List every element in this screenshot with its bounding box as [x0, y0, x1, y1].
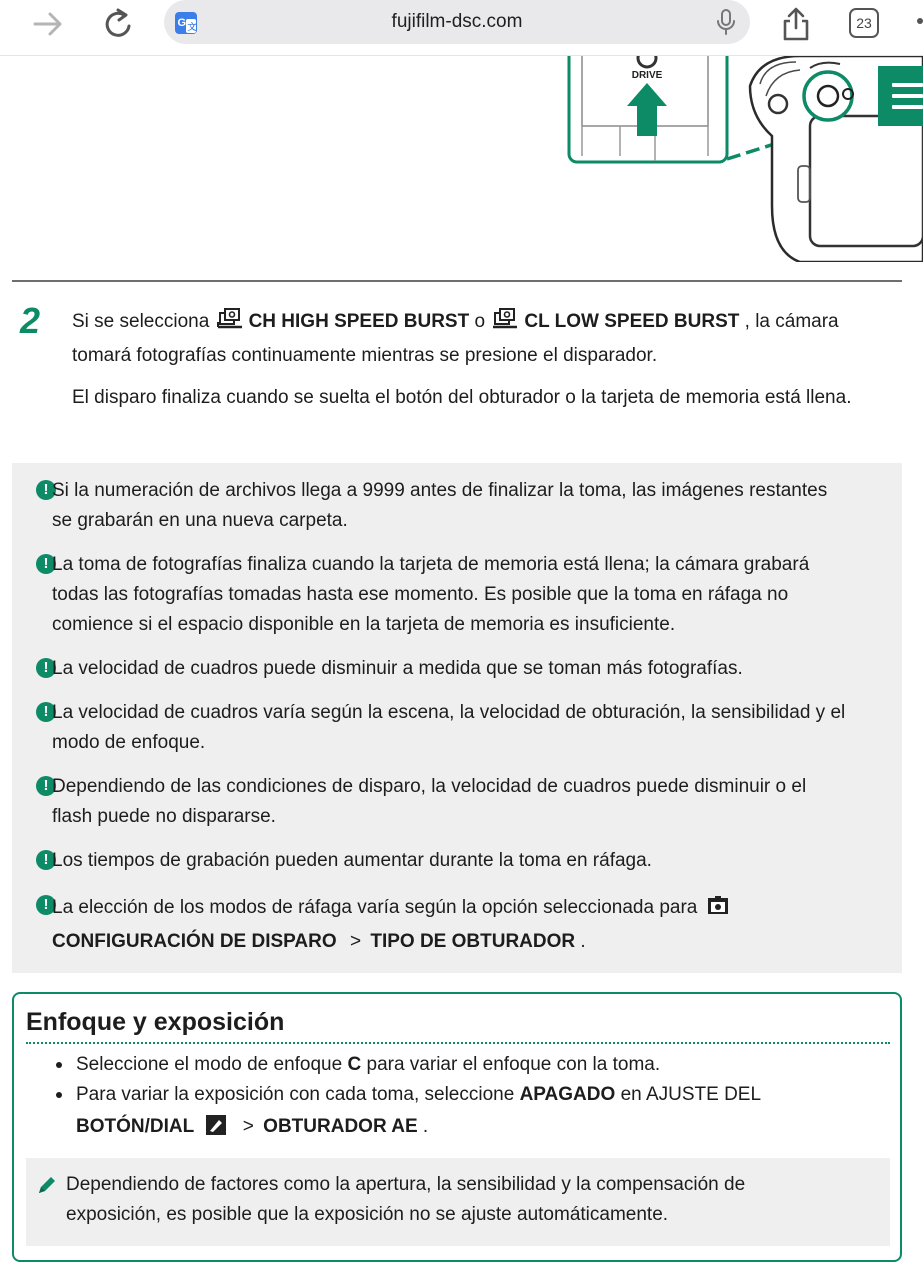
menu-separator: > — [242, 1116, 254, 1137]
drive-label: DRIVE — [631, 70, 663, 81]
menu-shutter-type[interactable]: TIPO DE OBTURADOR — [370, 931, 576, 952]
note-line: Dependiendo de factores como la apertura, la sensibilidad y la compensación de — [66, 1174, 746, 1195]
caution-text: todas las fotografías tomadas hasta ese momento. Es posible que la toma en ráfaga no — [52, 584, 789, 605]
caution-item — [52, 654, 902, 684]
svg-text:G: G — [177, 17, 187, 29]
more-icon[interactable] — [917, 18, 923, 24]
caution-item — [52, 891, 902, 959]
caution-text: La velocidad de cuadros puede disminuir a medida que se toman más fotografías. — [52, 658, 743, 679]
title-divider — [26, 1042, 890, 1044]
bullet-icon — [56, 1092, 62, 1098]
ch-burst-icon — [217, 308, 243, 330]
off-option: APAGADO — [519, 1084, 616, 1105]
caution-text: se grabarán en una nueva carpeta. — [52, 510, 348, 531]
list-text: Seleccione el modo de enfoque — [76, 1054, 343, 1075]
forward-arrow-icon[interactable] — [26, 4, 70, 44]
step-number: 2 — [20, 300, 41, 341]
caution-text: La elección de los modos de ráfaga varía según la opción seleccionada para — [52, 897, 698, 918]
tab-count-label: 23 — [856, 15, 872, 31]
camera-illustration — [560, 56, 923, 262]
caution-item — [52, 550, 902, 640]
or-word: o — [474, 311, 486, 332]
step-text-line-3: El disparo finaliza cuando se suelta el botón del obturador o la tarjeta de memoria está llena. — [72, 387, 852, 408]
caution-text: modo de enfoque. — [52, 732, 206, 753]
list-text: Para variar la exposición con cada toma, seleccione — [76, 1084, 515, 1105]
menu-shutter-ae[interactable]: OBTURADOR AE — [263, 1116, 418, 1137]
microphone-icon[interactable] — [716, 9, 736, 40]
browser-toolbar — [0, 0, 923, 56]
caution-text: La velocidad de cuadros varía según la escena, la velocidad de obturación, la sensibilidad y el — [52, 702, 846, 723]
caution-text: flash puede no dispararse. — [52, 806, 276, 827]
list-item — [76, 1079, 761, 1143]
menu-shooting-settings[interactable]: CONFIGURACIÓN DE DISPARO — [52, 931, 337, 952]
caution-text: Dependiendo de las condiciones de disparo, la velocidad de cuadros puede disminuir o el — [52, 776, 807, 797]
step-text: , la cámara — [744, 311, 839, 332]
list-text: en AJUSTE DEL — [620, 1084, 762, 1105]
shooting-menu-camera-icon — [707, 896, 729, 916]
list-item — [76, 1049, 660, 1081]
cl-burst-icon — [492, 308, 518, 330]
caution-box — [12, 463, 902, 973]
reload-icon[interactable] — [96, 4, 140, 44]
menu-icon[interactable] — [878, 66, 923, 126]
share-icon[interactable] — [774, 4, 818, 44]
note-line: exposición, es posible que la exposición no se ajuste automáticamente. — [66, 1204, 669, 1225]
focus-mode-c: C — [347, 1054, 362, 1075]
list-text: para variar el enfoque con la toma. — [366, 1054, 661, 1075]
caution-item — [52, 846, 902, 876]
pencil-icon — [36, 1174, 58, 1196]
url-text: fujifilm-dsc.com — [391, 11, 523, 32]
caution-text: La toma de fotografías finaliza cuando la tarjeta de memoria está llena; la cámara grabará — [52, 554, 810, 575]
ch-high-speed-burst-label: CH HIGH SPEED BURST — [248, 311, 470, 332]
cl-low-speed-burst-label: CL LOW SPEED BURST — [524, 311, 740, 332]
svg-text:文: 文 — [187, 22, 197, 32]
caution-text: comience si el espacio disponible en la tarjeta de memoria es insuficiente. — [52, 614, 676, 635]
caution-item — [52, 476, 902, 536]
menu-button-dial[interactable]: BOTÓN/DIAL — [76, 1116, 195, 1137]
focus-exposure-box — [12, 992, 902, 1262]
note-text — [66, 1170, 876, 1230]
button-dial-setup-icon — [206, 1115, 226, 1135]
focus-exposure-title: Enfoque y exposición — [26, 1008, 285, 1036]
list-text: . — [422, 1116, 429, 1137]
note-box — [26, 1158, 890, 1246]
caution-text: Si la numeración de archivos llega a 9999 antes de finalizar la toma, las imágenes restantes — [52, 480, 828, 501]
caution-text: . — [580, 931, 586, 952]
menu-separator: > — [349, 931, 362, 952]
bullet-icon — [56, 1062, 62, 1068]
caution-item — [52, 772, 902, 832]
section-divider — [12, 280, 902, 282]
step-text-line-1 — [72, 305, 839, 339]
tabs-icon[interactable] — [849, 8, 879, 38]
caution-item — [52, 698, 902, 758]
step-text-line-2: tomará fotografías continuamente mientras se presione el disparador. — [72, 345, 658, 366]
address-bar[interactable] — [164, 0, 750, 44]
caution-text: Los tiempos de grabación pueden aumentar durante la toma en ráfaga. — [52, 850, 652, 871]
step-text: Si se selecciona — [72, 311, 210, 332]
